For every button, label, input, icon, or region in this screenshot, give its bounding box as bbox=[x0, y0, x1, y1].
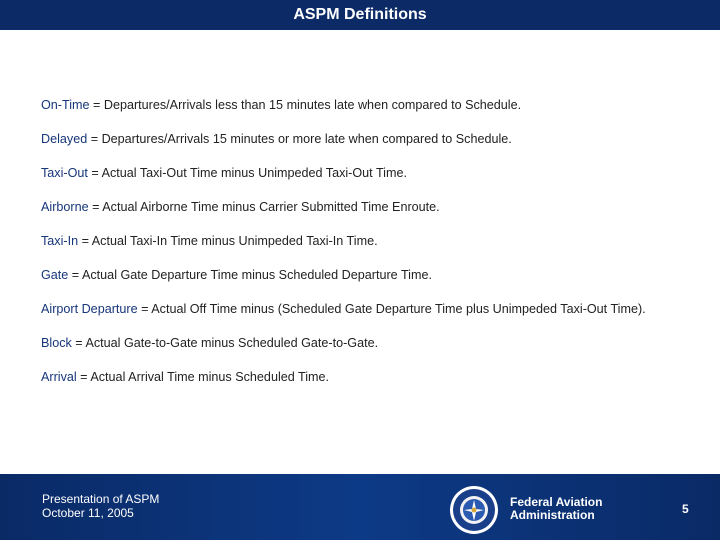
definition-term: Airport Departure bbox=[41, 302, 138, 316]
definition-text: Actual Taxi-In Time minus Unimpeded Taxi-In Time. bbox=[91, 234, 378, 248]
definition-separator: = bbox=[76, 370, 91, 384]
definition-text: Actual Gate-to-Gate minus Scheduled Gate-to-Gate. bbox=[85, 336, 379, 350]
definition-item bbox=[41, 335, 691, 352]
definition-term: Delayed bbox=[41, 132, 88, 146]
definition-text: Departures/Arrivals less than 15 minutes late when compared to Schedule. bbox=[103, 98, 522, 112]
definition-item bbox=[41, 97, 691, 114]
definition-text: Actual Taxi-Out Time minus Unimpeded Taxi-Out Time. bbox=[101, 166, 407, 180]
definition-separator: = bbox=[68, 268, 82, 282]
faa-seal-icon bbox=[449, 485, 499, 535]
definition-item bbox=[41, 233, 691, 250]
definition-separator: = bbox=[88, 200, 103, 214]
definition-item bbox=[41, 267, 691, 284]
definition-text: Actual Arrival Time minus Scheduled Time. bbox=[90, 370, 330, 384]
definition-separator: = bbox=[87, 166, 102, 180]
definition-term: On-Time bbox=[41, 98, 90, 112]
definition-text: Actual Airborne Time minus Carrier Submitted Time Enroute. bbox=[102, 200, 440, 214]
definition-separator: = bbox=[137, 302, 152, 316]
definition-separator: = bbox=[78, 234, 92, 248]
definition-item bbox=[41, 301, 691, 318]
presentation-title: Presentation of ASPM bbox=[42, 492, 160, 506]
organization-line-2: Administration bbox=[510, 508, 595, 522]
definition-separator: = bbox=[89, 98, 104, 112]
definition-term: Block bbox=[41, 336, 72, 350]
organization-line-1: Federal Aviation bbox=[510, 495, 603, 509]
definition-separator: = bbox=[71, 336, 86, 350]
definition-term: Taxi-Out bbox=[41, 166, 88, 180]
definition-separator: = bbox=[87, 132, 102, 146]
definition-item bbox=[41, 131, 691, 148]
organization-name bbox=[510, 496, 602, 522]
presentation-date: October 11, 2005 bbox=[42, 506, 134, 520]
definition-term: Arrival bbox=[41, 370, 77, 384]
definition-text: Departures/Arrivals 15 minutes or more late when compared to Schedule. bbox=[101, 132, 512, 146]
footer-bar bbox=[0, 474, 720, 540]
slide-title-bar bbox=[0, 0, 720, 30]
definition-term: Gate bbox=[41, 268, 69, 282]
definition-item bbox=[41, 369, 691, 386]
definition-text: Actual Off Time minus (Scheduled Gate Departure Time plus Unimpeded Taxi-Out Time). bbox=[151, 302, 646, 316]
definition-text: Actual Gate Departure Time minus Scheduled Departure Time. bbox=[81, 268, 432, 282]
page-number: 5 bbox=[682, 502, 689, 516]
definition-term: Airborne bbox=[41, 200, 89, 214]
definition-item bbox=[41, 165, 691, 182]
definition-term: Taxi-In bbox=[41, 234, 79, 248]
slide-title: ASPM Definitions bbox=[293, 6, 427, 23]
definition-item bbox=[41, 199, 691, 216]
definitions-list bbox=[41, 97, 691, 386]
presentation-info bbox=[42, 492, 159, 520]
